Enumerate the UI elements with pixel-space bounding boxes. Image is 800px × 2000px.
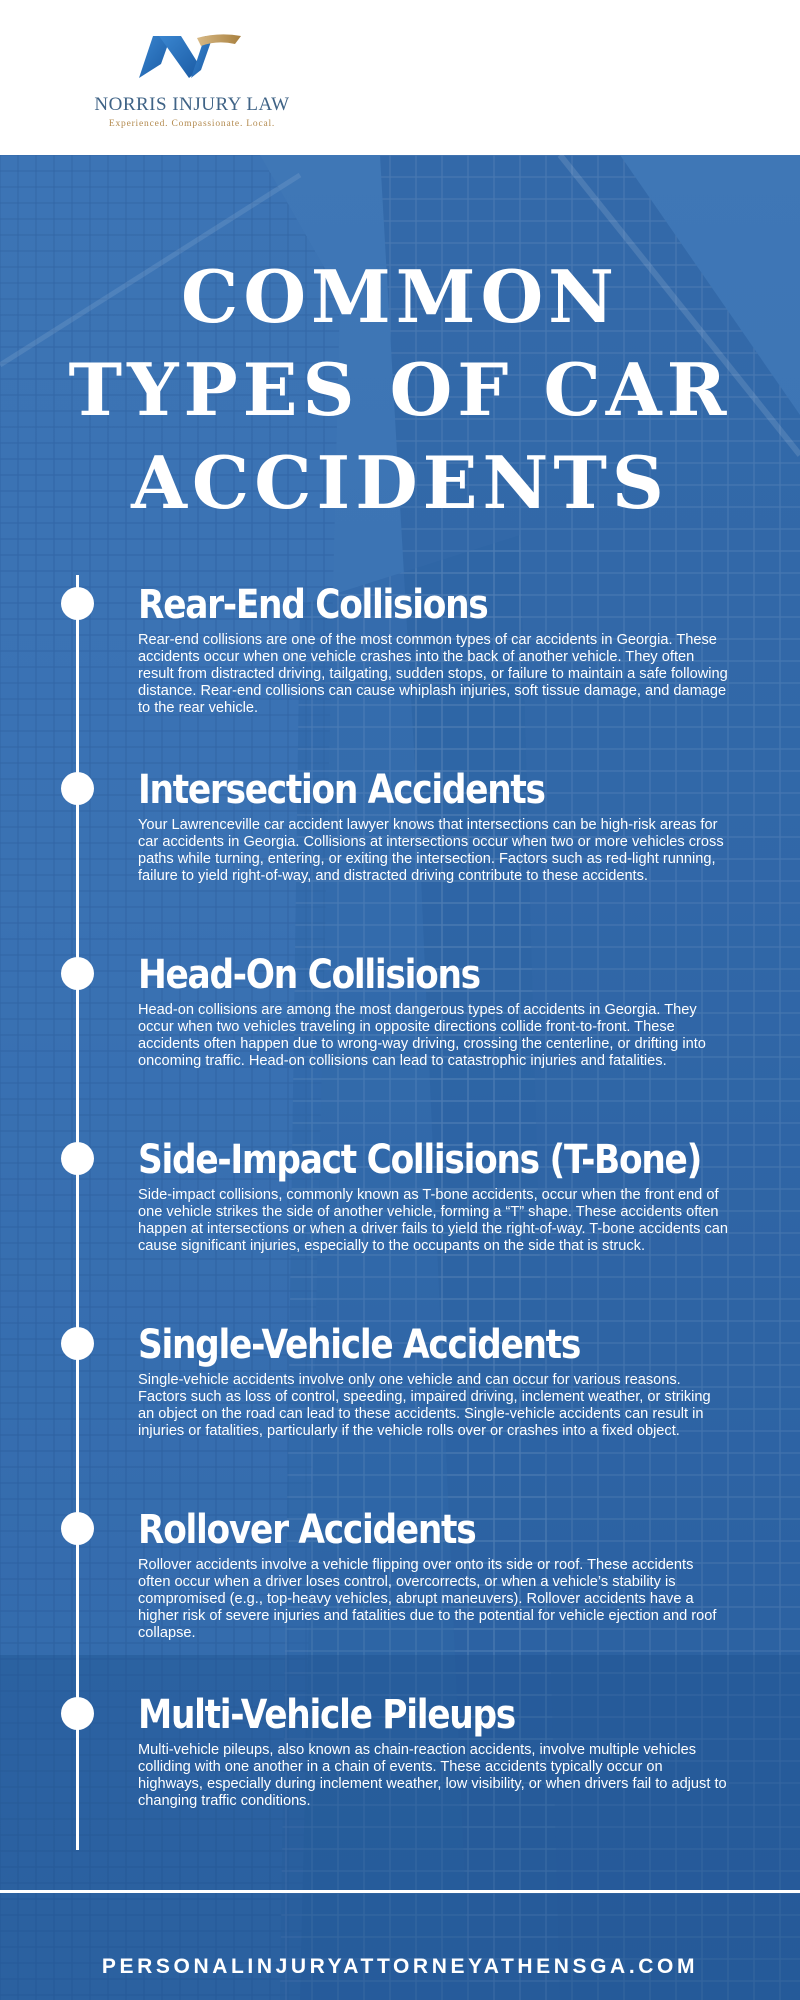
title-line-1: COMMON (181, 254, 619, 339)
section-heading: Rollover Accidents (138, 1507, 476, 1553)
section-body: Multi-vehicle pileups, also known as chain-reaction accidents, involve multiple vehicles colliding with one another in a chain of events. These accidents typically occur on highways, especially during inclement weather, low visibility, or when drivers fail to adjust to changing traffic conditions. (138, 1742, 727, 1809)
brand-tagline: Experienced. Compassionate. Local. (108, 119, 276, 129)
infographic-body (0, 155, 800, 2000)
norris-logo-icon (135, 30, 245, 84)
section-heading: Rear-End Collisions (138, 582, 488, 628)
timeline-dot (61, 1697, 94, 1730)
section-heading: Intersection Accidents (138, 767, 545, 813)
brand-name: NORRIS INJURY LAW (94, 94, 290, 115)
section-heading: Side-Impact Collisions (T-Bone) (138, 1137, 702, 1183)
page-title (40, 250, 760, 529)
timeline-line (76, 575, 79, 1850)
section-body: Side-impact collisions, commonly known as T-bone accidents, occur when the front end of one vehicle strikes the side of another vehicle, forming a “T” shape. These accidents often happen at intersections or when a driver fails to yield the right-of-way. T-bone accidents can cause significant injuries, especially to the occupants on the side that is struck. (138, 1187, 729, 1254)
section-single-vehicle (138, 1322, 728, 1440)
timeline-dot (61, 587, 94, 620)
header (0, 0, 800, 155)
section-body: Your Lawrenceville car accident lawyer knows that intersections can be high-risk areas for car accidents in Georgia. Collisions at intersections occur when two or more vehicles cross paths while turning, entering, or exiting the intersection. Factors such as red-light running, failure to yield right-of-way, and distracted driving contribute to these accidents. (138, 817, 724, 884)
footer-website-link[interactable]: PERSONALINJURYATTORNEYATHENSGA.COM (101, 1955, 699, 1978)
section-intersection (138, 767, 728, 885)
footer-divider (0, 1890, 800, 1893)
timeline-dot (61, 1327, 94, 1360)
section-heading: Head-On Collisions (138, 952, 480, 998)
title-line-3: ACCIDENTS (131, 440, 669, 525)
timeline-dot (61, 1512, 94, 1545)
title-line-2: TYPES OF CAR (68, 347, 732, 432)
section-rear-end (138, 582, 728, 717)
timeline-dot (61, 1142, 94, 1175)
timeline-dot (61, 772, 94, 805)
section-body: Single-vehicle accidents involve only one vehicle and can occur for various reasons. Factors such as loss of control, speeding, impaired driving, inclement weather, or striking an object on the road can lead to these accidents. Single-vehicle accidents can result in injuries or fatalities, particularly if the vehicle rolls over or crashes into a fixed object. (138, 1372, 711, 1439)
timeline-dot (61, 957, 94, 990)
section-head-on (138, 952, 728, 1070)
section-body: Head-on collisions are among the most dangerous types of accidents in Georgia. They occur when two vehicles traveling in opposite directions collide front-to-front. These accidents often happen due to wrong-way driving, crossing the centerline, or drifting into oncoming traffic. Head-on collisions can lead to catastrophic injuries and fatalities. (138, 1002, 706, 1069)
section-side-impact (138, 1137, 728, 1255)
section-heading: Single-Vehicle Accidents (138, 1322, 581, 1368)
section-heading: Multi-Vehicle Pileups (138, 1692, 516, 1738)
section-body: Rear-end collisions are one of the most common types of car accidents in Georgia. These accidents occur when one vehicle crashes into the back of another vehicle. They often result from distracted driving, tailgating, sudden stops, or failure to maintain a safe following distance. Rear-end collisions can cause whiplash injuries, soft tissue damage, and damage to the rear vehicle. (138, 632, 728, 716)
section-rollover (138, 1507, 728, 1642)
section-multi-vehicle (138, 1692, 728, 1810)
section-body: Rollover accidents involve a vehicle flipping over onto its side or roof. These accidents often occur when a driver loses control, overcorrects, or when a vehicle’s stability is compromised (e.g., top-heavy vehicles, abrupt maneuvers). Rollover accidents have a higher risk of severe injuries and fatalities due to the potential for vehicle ejection and roof collapse. (138, 1557, 717, 1641)
